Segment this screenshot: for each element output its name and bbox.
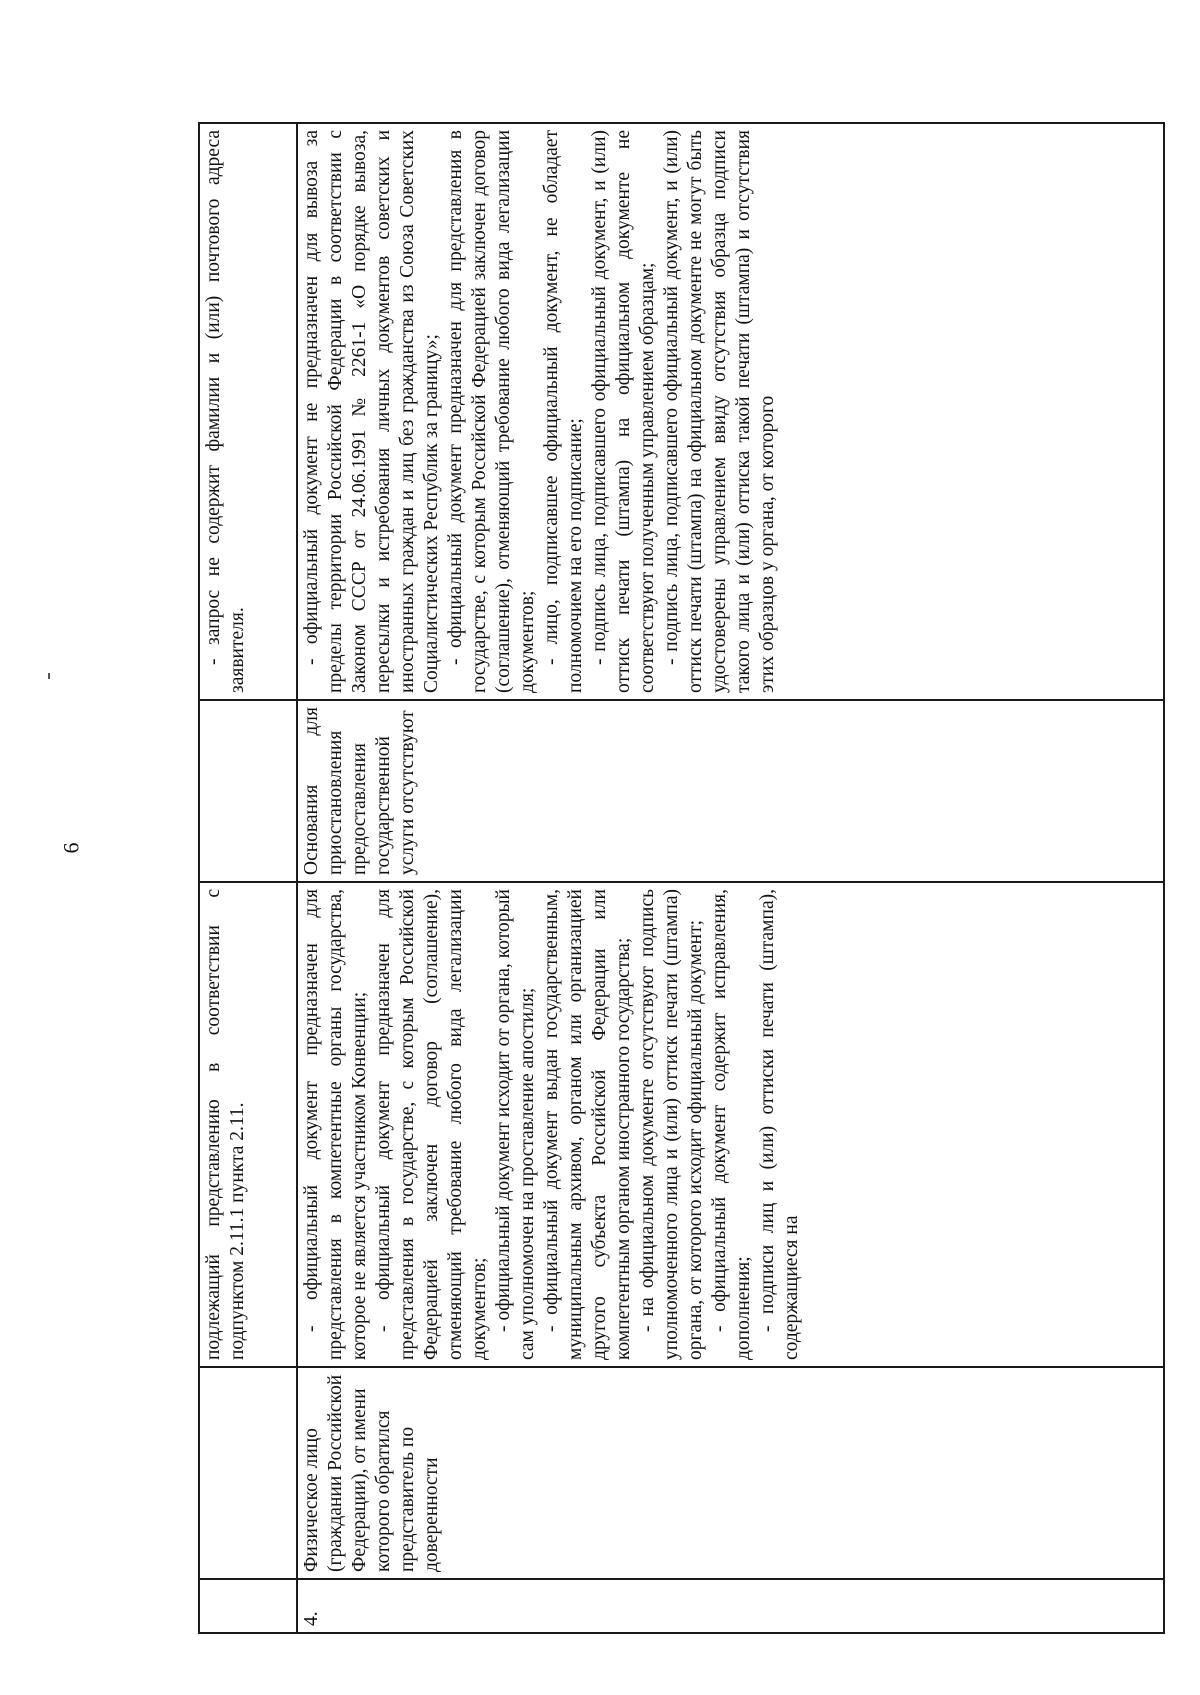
criteria-item: - официальный документ выдан государственным, муниципальным архивом, органом или организацией другого субъекта Российской Федерации или компетентным органом иностранного государства; — [541, 889, 634, 1360]
scan-speck — [48, 673, 50, 679]
cont-refusal-text: - запрос не содержит фамилии и (или) почтового адреса заявителя. — [203, 130, 248, 693]
refusal-item: - официальный документ не предназначен для вывоза за пределы территории Российской Федерации в соответствии с Законом СССР от 24.06.1991 № 2261-1 «О порядке вывоза, пересылки и истребования личных документов советских и иностранных граждан и лиц без гражданства из Союза Советских Социалистических Республик за границу»; — [301, 130, 442, 693]
cont-number-cell — [199, 1579, 297, 1633]
criteria-item: - официальный документ содержит исправления, дополнения; — [709, 889, 754, 1360]
cont-applicant-cell — [199, 1367, 297, 1579]
suspension-grounds-cell — [297, 700, 1164, 882]
criteria-item: - официальный документ исходит от органа, который сам уполномочен на проставление апостиля; — [493, 889, 538, 1360]
cont-criteria-cell — [199, 882, 297, 1367]
rotated-table-wrapper — [198, 124, 1163, 1634]
criteria-item: - официальный документ предназначен для представления в государстве, с которым Российской Федерацией заключен договор (соглашение), отменяющий требование любого вида легализации документов; — [373, 889, 490, 1360]
criteria-item: - официальный документ предназначен для представления в компетентные органы государства, которое не является участником Конвенции; — [301, 889, 370, 1360]
document-table — [198, 122, 1165, 1634]
cont-refusal-cell — [199, 123, 297, 700]
row-number-cell — [297, 1579, 1164, 1633]
continuation-row — [199, 123, 297, 1633]
refusal-item: - официальный документ предназначен для представления в государстве, с которым Российской Федерацией заключен договор (соглашение), отменяющий требование любого вида легализации документов; — [445, 130, 538, 693]
cont-grounds-cell — [199, 700, 297, 882]
criteria-item: - подписи лиц и (или) оттиски печати (штампа), содержащиеся на — [757, 889, 802, 1360]
row-4 — [297, 123, 1164, 1633]
suspension-grounds-text: Основания для приостановления предоставления государственной услуги отсутствуют — [301, 707, 418, 875]
refusal-item: - подпись лица, подписавшего официальный документ, и (или) оттиск печати (штампа) на официальном документе не соответствуют полученным управлением образцам; — [589, 130, 658, 693]
refusal-item: - подпись лица, подписавшего официальный документ, и (или) оттиск печати (штампа) на официальном документе не могут быть удостоверены управлением ввиду отсутствия образца подписи такого лица и (или) оттиска такой печати (штампа) и отсутствия этих образцов у органа, от которого — [661, 130, 778, 693]
criteria-cell — [297, 882, 1164, 1367]
cont-criteria-text: подлежащий представлению в соответствии с подпунктом 2.11.1 пункта 2.11. — [203, 889, 248, 1360]
applicant-cell — [297, 1367, 1164, 1579]
refusal-cell — [297, 123, 1164, 700]
refusal-item: - лицо, подписавшее официальный документ, не обладает полномочием на его подписание; — [541, 130, 586, 693]
criteria-item: - на официальном документе отсутствуют подпись уполномоченного лица и (или) оттиск печати (штампа) органа, от которого исходит официальный документ; — [637, 889, 706, 1360]
row-number: 4. — [301, 1611, 322, 1626]
page-number: 6 — [58, 842, 84, 854]
applicant-text: Физическое лицо (граждании Российской Федерации), от имени которого обратился представитель по доверенности — [301, 1374, 442, 1572]
